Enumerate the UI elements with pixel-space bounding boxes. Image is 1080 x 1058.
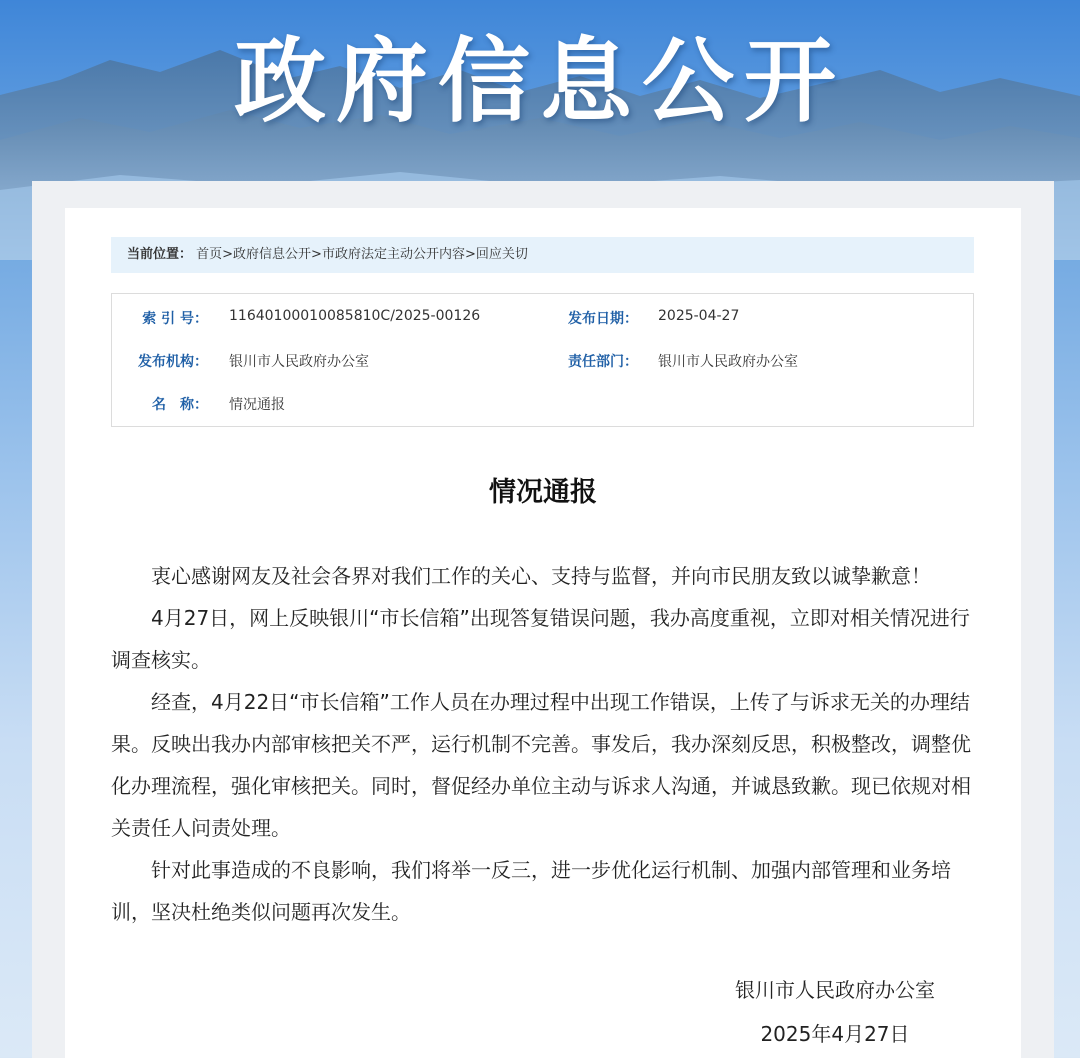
meta-row-index (112, 308, 973, 328)
dept-value: 银川市人民政府办公室 (658, 354, 798, 370)
meta-row-publisher (112, 351, 973, 371)
paragraph-3: 经查，4月22日“市长信箱”工作人员在办理过程中出现工作错误，上传了与诉求无关的办理结果。反映出我办内部审核把关不严，运行机制不完善。事发后，我办深刻反思，积极整改，调整优化办理流程，强化审核把关。同时，督促经办单位主动与诉求人沟通，并诚恳致歉。现已依规对相关责任人问责处理。 (111, 690, 971, 840)
date-key: 发布日期： (568, 311, 638, 327)
paragraph-4: 针对此事造成的不良影响，我们将举一反三，进一步优化运行机制、加强内部管理和业务培训，坚决杜绝类似问题再次发生。 (111, 858, 951, 924)
paragraph-1: 衷心感谢网友及社会各界对我们工作的关心、支持与监督，并向市民朋友致以诚挚歉意！ (151, 564, 931, 588)
document-metadata (111, 293, 974, 427)
breadcrumb-label: 当前位置： (127, 247, 193, 262)
meta-row-name (112, 394, 973, 414)
document-title: 情况通报 (489, 477, 597, 508)
breadcrumb-path[interactable]: 首页>政府信息公开>市政府法定主动公开内容>回应关切 (196, 247, 528, 262)
signature-date: 2025年4月27日 (760, 1022, 910, 1046)
signature-org: 银川市人民政府办公室 (735, 978, 935, 1002)
dept-key: 责任部门： (568, 354, 638, 370)
publisher-value: 银川市人民政府办公室 (229, 354, 369, 370)
index-key: 索 引 号： (142, 311, 208, 327)
index-value: 11640100010085810C/2025-00126 (229, 308, 481, 324)
date-value: 2025-04-27 (658, 308, 740, 324)
banner-title: 政府信息公开 (233, 28, 846, 135)
document-body (111, 555, 977, 933)
breadcrumb (111, 237, 974, 273)
paragraph-2: 4月27日，网上反映银川“市长信箱”出现答复错误问题，我办高度重视，立即对相关情况进行调查核实。 (111, 606, 970, 672)
publisher-key: 发布机构： (138, 354, 208, 370)
name-value: 情况通报 (229, 397, 285, 413)
name-key: 名 称： (152, 397, 208, 413)
